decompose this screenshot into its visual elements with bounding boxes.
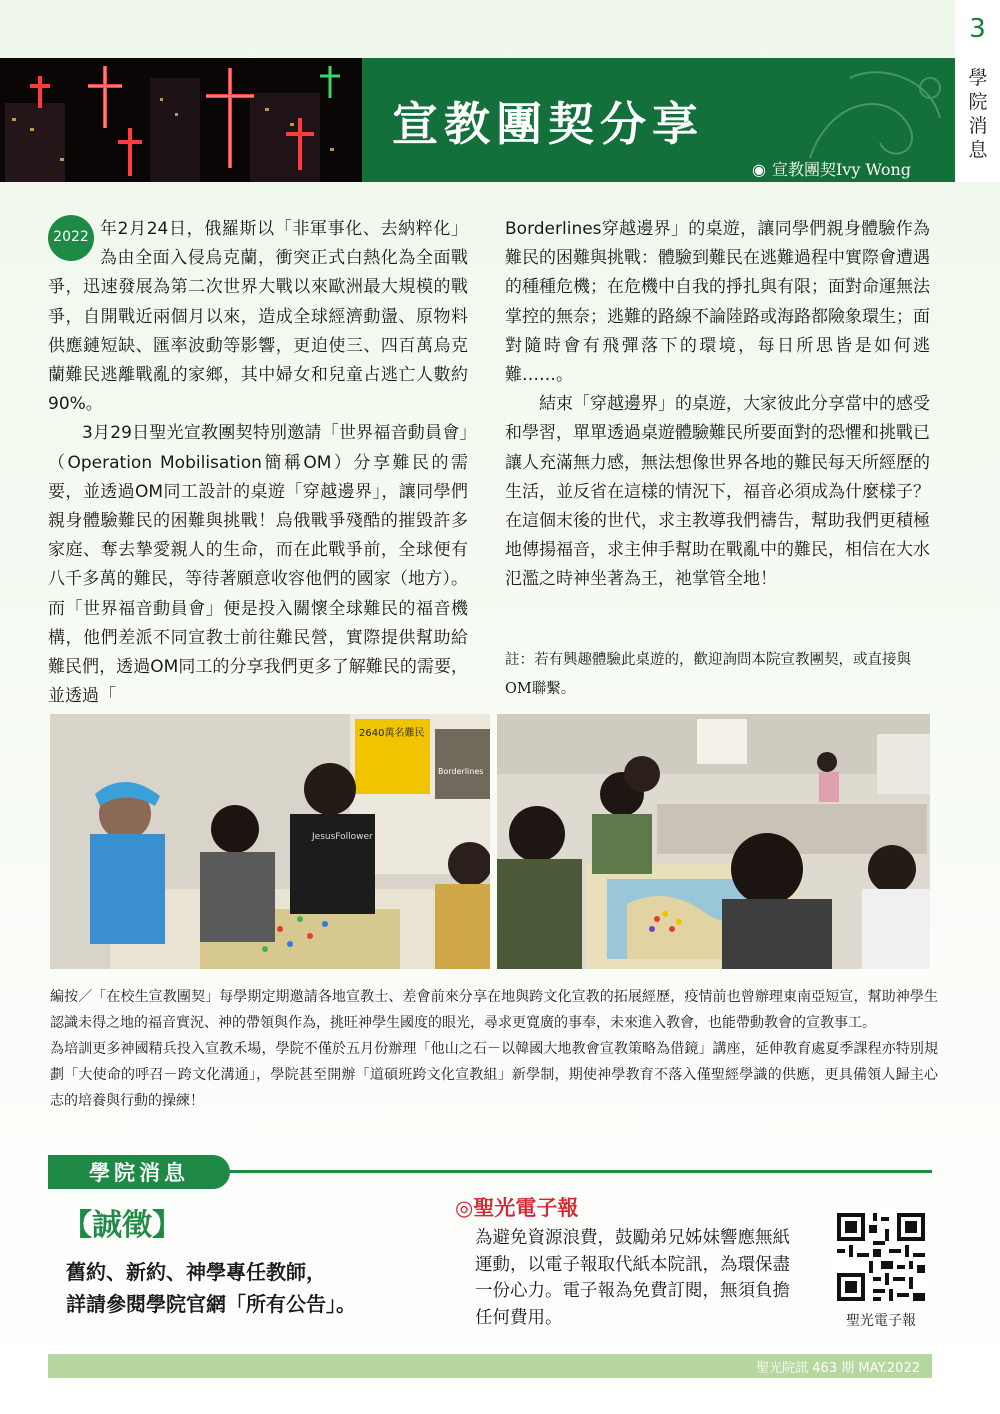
recruit-line: 詳請參閱學院官網「所有公告」。	[66, 1292, 356, 1316]
qr-label: 聖光電子報	[846, 1313, 916, 1329]
header-banner	[0, 58, 955, 182]
paragraph-text: 年2月24日，俄羅斯以「非軍事化、去納粹化」為由全面入侵烏克蘭，衝突正式白熱化為全面戰爭，迅速發展為第二次世界大戰以來歐洲最大規模的戰爭，自開戰近兩個月以來，造成全球經濟動盪、原物料供應鏈短缺、匯率波動等影響，更迫使三、四百萬烏克蘭難民逃離戰亂的家鄉，其中婦女和兒童占逃亡人數約90%。	[48, 219, 468, 415]
footer-bar	[48, 1354, 932, 1378]
article-column-left	[48, 215, 468, 711]
editor-paragraph: 編按／「在校生宣教團契」每學期定期邀請各地宣教士、差會前來分享在地與跨文化宣教的拓展經歷，疫情前也曾辦理東南亞短宣，幫助神學生認識未得之地的福音實況、神的帶領與作為，挑旺神學生國度的眼光，尋求更寬廣的事奉，未來進入教會，也能帶動教會的宣教事工。	[50, 989, 938, 1031]
page-number: 3	[969, 14, 986, 44]
article-title: 宣教團契分享	[392, 97, 704, 151]
recruit-text	[66, 1256, 356, 1320]
photo-board-game-right	[497, 714, 930, 969]
article-paragraph: Borderlines穿越邊界」的桌遊，讓同學們親身體驗作為難民的困難與挑戰：體驗到難民在逃難過程中實際會遭遇的種種危機；在危機中自我的掙扎與有限；面對命運無法掌控的無奈；逃難的路線不論陸路或海路都險象環生；面對隨時會有飛彈落下的環境，每日所思皆是如何逃難……。	[505, 219, 930, 386]
section-side-label: 學院消息	[968, 67, 988, 161]
footer-issue-text: 聖光院訊 463 期 MAY.2022	[756, 1361, 920, 1376]
article-note: 註：若有興趣體驗此桌遊的，歡迎詢問本院宣教團契，或直接與OM聯繫。	[505, 652, 911, 697]
qr-code-icon[interactable]	[833, 1209, 929, 1305]
shirt-print: JesusFollower	[312, 832, 373, 842]
poster-title: 2640萬名難民	[359, 728, 425, 739]
article-column-right	[505, 215, 930, 595]
poster-subtitle: Borderlines	[438, 767, 484, 776]
news-section-heading: 學院消息	[48, 1155, 230, 1189]
enews-title: ◎聖光電子報	[455, 1196, 579, 1220]
photo-board-game-left	[50, 714, 490, 969]
article-paragraph	[48, 215, 468, 419]
author-name: 宣教團契Ivy Wong	[771, 160, 911, 179]
article-paragraph: 結束「穿越邊界」的桌遊，大家彼此分享當中的感受和學習，單單透過桌遊體驗難民所要面對的恐懼和挑戰已讓人充滿無力感，無法想像世界各地的難民每天所經歷的生活，並反省在這樣的情況下，福音必須成為什麼樣子？在這個末後的世代，求主教導我們禱告，幫助我們更積極地傳揚福音，求主伸手幫助在戰亂中的難民，相信在大水氾濫之時神坐著為王，祂掌管全地！	[505, 394, 930, 590]
article-paragraph: 3月29日聖光宣教團契特別邀請「世界福音動員會」（Operation Mobilisation簡稱OM）分享難民的需要，並透過OM同工設計的桌遊「穿越邊界」，讓同學們親身體驗難民的困難與挑戰！烏俄戰爭殘酷的摧毀許多家庭、奪去摯愛親人的生命，而在此戰爭前，全球便有八千多萬的難民，等待著願意收容他們的國家（地方）。而「世界福音動員會」便是投入關懷全球難民的福音機構，他們差派不同宣教士前往難民營，實際提供幫助給難民們，透過OM同工的分享我們更多了解難民的需要，並透過「	[48, 423, 468, 707]
article-author	[752, 157, 911, 180]
year-badge: 2022	[48, 215, 94, 261]
recruit-line: 舊約、新約、神學專任教師，	[66, 1260, 326, 1284]
editor-note	[50, 984, 938, 1114]
recruit-title: 【誠徵】	[62, 1208, 182, 1243]
editor-paragraph: 為培訓更多神國精兵投入宣教禾場，學院不僅於五月份辦理「他山之石－以韓國大地教會宣教策略為借鏡」講座，延伸教育處夏季課程亦特別規劃「大使命的呼召－跨文化溝通」，學院甚至開辦「道碩班跨文化宣教組」新學制，期使神學教育不落入僅聖經學識的供應，更具備領人歸主心志的培養與行動的操練！	[50, 1041, 938, 1109]
enews-text: 為避免資源浪費，鼓勵弟兄姊妹響應無紙運動，以電子報取代紙本院訊，為環保盡一份心力。電子報為免費訂閱，無須負擔任何費用。	[475, 1228, 790, 1328]
author-bullet-icon: ◉	[752, 160, 766, 179]
neon-crosses-photo	[0, 58, 362, 182]
